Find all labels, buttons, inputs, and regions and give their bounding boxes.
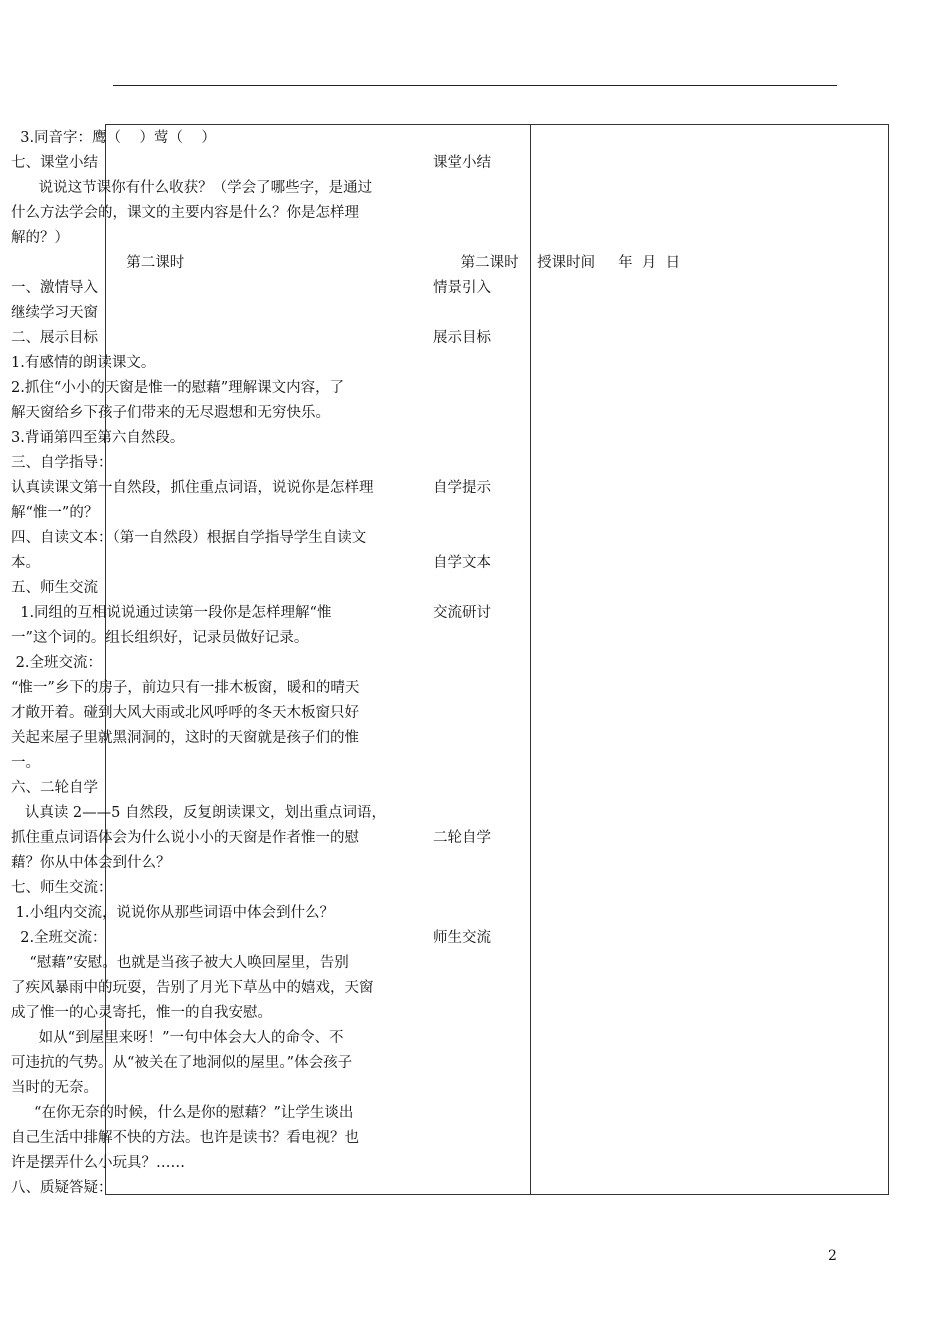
text-line: 认真读课文第一自然段，抓住重点词语，说说你是怎样理 xyxy=(11,480,374,496)
note-label: 自学文本 xyxy=(433,555,491,571)
page-number: 2 xyxy=(828,1248,837,1264)
text-line: 自己生活中排解不快的方法。也许是读书？看电视？也 xyxy=(11,1130,359,1146)
text-line: 1.有感情的朗读课文。 xyxy=(11,355,156,371)
text-line: 解天窗给乡下孩子们带来的无尽遐想和无穷快乐。 xyxy=(11,405,330,421)
text-line: 1.同组的互相说说通过读第一段你是怎样理解“惟 xyxy=(11,605,332,621)
text-line: 什么方法学会的，课文的主要内容是什么？你是怎样理 xyxy=(11,205,359,221)
section-heading: 八、质疑答疑： xyxy=(11,1180,113,1196)
text-line: “在你无奈的时候，什么是你的慰藉？”让学生谈出 xyxy=(11,1105,354,1121)
text-line: 抓住重点词语体会为什么说小小的天窗是作者惟一的慰 xyxy=(11,830,359,846)
note-label: 师生交流 xyxy=(433,930,491,946)
note-label: 展示目标 xyxy=(433,330,491,346)
section-heading: 五、师生交流 xyxy=(11,580,98,596)
text-line: 才敞开着。碰到大风大雨或北风呼呼的冬天木板窗只好 xyxy=(11,705,359,721)
section-heading: 一、激情导入 xyxy=(11,280,98,296)
section-heading: 二、展示目标 xyxy=(11,330,98,346)
text-line: 藉？你从中体会到什么？ xyxy=(11,855,171,871)
text-line: 本。 xyxy=(11,555,40,571)
text-line: 2.全班交流： xyxy=(11,655,102,671)
text-line: 一”这个词的。组长组织好，记录员做好记录。 xyxy=(11,630,309,646)
text-line: 解“惟一”的？ xyxy=(11,505,99,521)
text-line: 3.同音字：鹰（ ）莺（ ） xyxy=(11,130,216,146)
text-line: 许是摆弄什么小玩具？…… xyxy=(11,1155,185,1171)
text-line: “慰藉”安慰。也就是当孩子被大人唤回屋里，告别 xyxy=(11,955,349,971)
note-label: 二轮自学 xyxy=(433,830,491,846)
text-line: 2.抓住“小小的天窗是惟一的慰藉”理解课文内容，了 xyxy=(11,380,345,396)
text-line: 2.全班交流： xyxy=(11,930,107,946)
section-heading: 六、二轮自学 xyxy=(11,780,98,796)
column-divider xyxy=(530,125,531,1194)
section-heading: 四、自读文本：（第一自然段）根据自学指导学生自读文 xyxy=(11,530,367,546)
text-line: 一。 xyxy=(11,755,40,771)
text-line: 1.小组内交流，说说你从那些词语中体会到什么？ xyxy=(11,905,334,921)
text-line: 3.背诵第四至第六自然段。 xyxy=(11,430,185,446)
text-line: 继续学习天窗 xyxy=(11,305,98,321)
section-heading: 三、自学指导： xyxy=(11,455,113,471)
text-line: 成了惟一的心灵寄托，惟一的自我安慰。 xyxy=(11,1005,272,1021)
text-line: 说说这节课你有什么收获？（学会了哪些字，是通过 xyxy=(11,180,373,196)
text-line: 当时的无奈。 xyxy=(11,1080,98,1096)
text-line: 了疾风暴雨中的玩耍，告别了月光下草丛中的嬉戏，天窗 xyxy=(11,980,374,996)
section-heading: 七、师生交流： xyxy=(11,880,113,896)
text-line: 可违抗的气势。从“被关在了地洞似的屋里。”体会孩子 xyxy=(11,1055,353,1071)
lesson-time-heading: 第二课时 授课时间 年 月 日 xyxy=(433,255,681,271)
text-line: 如从“到屋里来呀！”一句中体会大人的命令、不 xyxy=(11,1030,344,1046)
lesson-heading: 第二课时 xyxy=(11,255,185,271)
note-label: 自学提示 xyxy=(433,480,491,496)
note-label: 课堂小结 xyxy=(433,155,491,171)
text-line: 认真读 2——5 自然段，反复朗读课文，划出重点词语， xyxy=(11,805,386,821)
section-heading: 七、课堂小结 xyxy=(11,155,98,171)
text-line: 解的？） xyxy=(11,230,69,246)
note-label: 交流研讨 xyxy=(433,605,491,621)
header-rule xyxy=(113,85,837,86)
note-label: 情景引入 xyxy=(433,280,491,296)
text-line: 关起来屋子里就黑洞洞的，这时的天窗就是孩子们的惟 xyxy=(11,730,359,746)
text-line: “惟一”乡下的房子，前边只有一排木板窗，暖和的晴天 xyxy=(11,680,360,696)
